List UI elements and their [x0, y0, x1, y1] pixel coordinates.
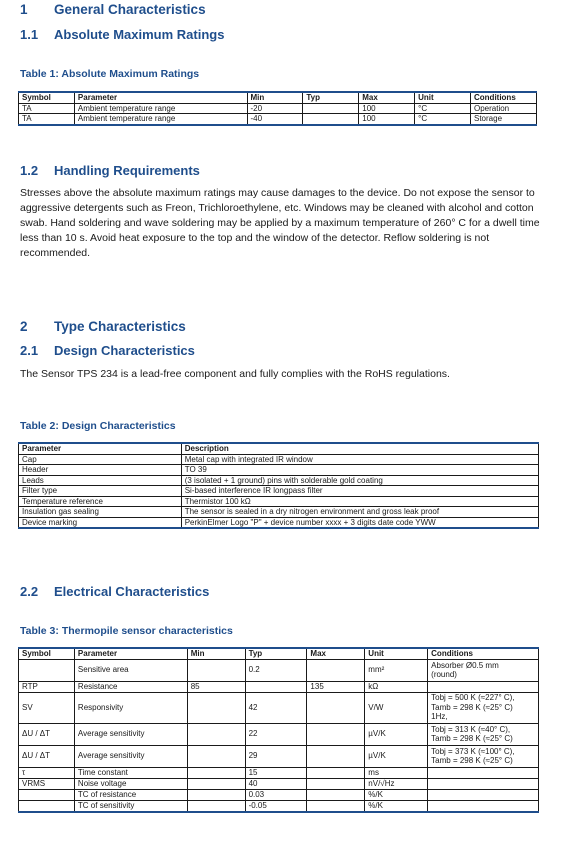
table-cell — [307, 767, 365, 778]
table-row — [19, 789, 539, 800]
table-cell: °C — [415, 103, 471, 114]
table-cell — [307, 723, 365, 745]
table-cell: The sensor is sealed in a dry nitrogen environment and gross leak proof — [181, 507, 538, 518]
table-cell: Thermistor 100 kΩ — [181, 496, 538, 507]
conditions-cell — [428, 659, 539, 681]
table-header-cell: Symbol — [19, 92, 75, 103]
table-cell — [187, 778, 245, 789]
table-row — [19, 767, 539, 778]
conditions-line: Absorber Ø0.5 mm — [431, 660, 499, 670]
table-header-cell: Conditions — [428, 648, 539, 659]
table-cell: 100 — [359, 114, 415, 125]
design-paragraph: The Sensor TPS 234 is a lead-free component and fully complies with the RoHS regulations. — [20, 368, 450, 380]
section-title: Electrical Characteristics — [54, 584, 210, 599]
table-cell: Ambient temperature range — [74, 103, 247, 114]
table-cell: Average sensitivity — [74, 723, 187, 745]
table-cell: µV/K — [365, 723, 428, 745]
table-cell — [245, 681, 307, 692]
conditions-cell — [428, 723, 539, 745]
table-cell: Operation — [471, 103, 537, 114]
table-cell: VRMS — [19, 778, 75, 789]
table-row — [19, 465, 539, 476]
section-title: Handling Requirements — [54, 163, 200, 178]
table-header-cell: Min — [247, 92, 303, 103]
table-cell — [187, 800, 245, 812]
table-row — [19, 745, 539, 767]
table-1-caption: Table 1: Absolute Maximum Ratings — [20, 68, 200, 80]
conditions-cell — [428, 800, 539, 812]
table-header-row — [19, 443, 539, 454]
conditions-line: Tamb = 298 K (≈25° C) — [431, 702, 513, 712]
table-row — [19, 507, 539, 518]
section-1-1-heading — [20, 27, 224, 42]
table-cell: 29 — [245, 745, 307, 767]
table-cell: 22 — [245, 723, 307, 745]
conditions-cell — [428, 692, 539, 723]
table-cell: 15 — [245, 767, 307, 778]
table-cell: -40 — [247, 114, 303, 125]
section-number: 2 — [20, 319, 28, 334]
table-cell — [307, 800, 365, 812]
table-header-cell: Conditions — [471, 92, 537, 103]
table-cell — [307, 778, 365, 789]
table-cell: Insulation gas sealing — [19, 507, 182, 518]
table-cell — [187, 723, 245, 745]
conditions-line: Tobj = 500 K (≈227° C), — [431, 693, 515, 703]
section-2-1-heading — [20, 343, 195, 358]
table-row — [19, 659, 539, 681]
table-cell: °C — [415, 114, 471, 125]
table-cell: Ambient temperature range — [74, 114, 247, 125]
table-thermopile-characteristics — [18, 647, 539, 813]
table-cell: ms — [365, 767, 428, 778]
table-cell: PerkinElmer Logo "P" + device number xxxx + 3 digits date code YWW — [181, 517, 538, 528]
table-cell: %/K — [365, 789, 428, 800]
table-header-cell: Parameter — [19, 443, 182, 454]
conditions-line: (round) — [431, 670, 457, 679]
table-cell — [187, 789, 245, 800]
section-number: 1.2 — [20, 163, 39, 178]
conditions-cell — [428, 789, 539, 800]
table-cell — [19, 659, 75, 681]
section-number: 2.1 — [20, 343, 39, 358]
table-cell: TO 39 — [181, 465, 538, 476]
section-1-2-heading — [20, 163, 200, 178]
table-header-row — [19, 92, 537, 103]
table-cell — [19, 789, 75, 800]
table-header-cell: Max — [359, 92, 415, 103]
table-cell: Leads — [19, 475, 182, 486]
section-2-2-heading — [20, 584, 209, 599]
section-1-heading — [20, 2, 206, 17]
conditions-line: Tamb = 298 K (≈25° C) — [431, 756, 513, 765]
table-cell: ΔU / ΔT — [19, 745, 75, 767]
table-cell: µV/K — [365, 745, 428, 767]
section-number: 1 — [20, 2, 28, 17]
table-cell: Header — [19, 465, 182, 476]
conditions-cell — [428, 767, 539, 778]
table-header-cell: Parameter — [74, 648, 187, 659]
table-cell: Responsivity — [74, 692, 187, 723]
table-row — [19, 800, 539, 812]
table-cell: TC of sensitivity — [74, 800, 187, 812]
table-header-cell: Symbol — [19, 648, 75, 659]
section-number: 2.2 — [20, 584, 39, 599]
table-row — [19, 454, 539, 465]
table-cell: Noise voltage — [74, 778, 187, 789]
table-cell: TA — [19, 114, 75, 125]
table-cell — [307, 659, 365, 681]
table-cell: 0.2 — [245, 659, 307, 681]
table-cell — [303, 103, 359, 114]
table-row — [19, 692, 539, 723]
conditions-cell — [428, 778, 539, 789]
table-row — [19, 114, 537, 125]
table-header-cell: Min — [187, 648, 245, 659]
table-cell: Average sensitivity — [74, 745, 187, 767]
table-cell: -20 — [247, 103, 303, 114]
table-cell: V/W — [365, 692, 428, 723]
table-cell: 100 — [359, 103, 415, 114]
table-cell: kΩ — [365, 681, 428, 692]
table-cell: TA — [19, 103, 75, 114]
table-cell: Time constant — [74, 767, 187, 778]
table-2-caption: Table 2: Design Characteristics — [20, 420, 176, 432]
section-title: Type Characteristics — [54, 319, 186, 334]
table-cell: Si-based interference IR longpass filter — [181, 486, 538, 497]
table-cell — [187, 745, 245, 767]
table-cell — [187, 767, 245, 778]
table-row — [19, 723, 539, 745]
table-cell — [307, 692, 365, 723]
table-header-cell: Description — [181, 443, 538, 454]
section-2-heading — [20, 319, 186, 334]
table-cell: 40 — [245, 778, 307, 789]
table-cell — [187, 659, 245, 681]
table-cell: SV — [19, 692, 75, 723]
table-header-cell: Max — [307, 648, 365, 659]
table-row — [19, 475, 539, 486]
table-3-caption: Table 3: Thermopile sensor characteristics — [20, 625, 233, 637]
table-cell: nV/√Hz — [365, 778, 428, 789]
table-absolute-max-ratings — [18, 91, 537, 126]
table-header-cell: Typ — [245, 648, 307, 659]
table-cell: TC of resistance — [74, 789, 187, 800]
table-cell: (3 isolated + 1 ground) pins with solderable gold coating — [181, 475, 538, 486]
table-cell: Metal cap with integrated IR window — [181, 454, 538, 465]
section-number: 1.1 — [20, 27, 39, 42]
conditions-line: 1Hz, — [431, 712, 448, 722]
section-title: Absolute Maximum Ratings — [54, 27, 225, 42]
table-header-cell: Parameter — [74, 92, 247, 103]
table-row — [19, 103, 537, 114]
table-cell: 0.03 — [245, 789, 307, 800]
table-header-cell: Unit — [415, 92, 471, 103]
table-cell — [303, 114, 359, 125]
table-cell: Temperature reference — [19, 496, 182, 507]
table-cell: %/K — [365, 800, 428, 812]
table-cell: -0.05 — [245, 800, 307, 812]
table-cell: Cap — [19, 454, 182, 465]
table-cell: RTP — [19, 681, 75, 692]
table-cell: ΔU / ΔT — [19, 723, 75, 745]
table-cell — [19, 800, 75, 812]
table-cell: Storage — [471, 114, 537, 125]
conditions-line: Tobj = 313 K (≈40° C), — [431, 724, 511, 734]
table-row — [19, 486, 539, 497]
table-header-cell: Typ — [303, 92, 359, 103]
table-cell: Device marking — [19, 517, 182, 528]
table-row — [19, 778, 539, 789]
handling-paragraph: Stresses above the absolute maximum ratings may cause damages to the device. Do not expose the sensor to aggressive detergents such as Freon, Trichloroethylene, etc. Windows may be cleaned with alcohol and cotton swab. Hand soldering and wave soldering may be applied by a maximum temperature of 260° C for a dwell time less than 10 s. Avoid heat exposure to the top and the window of the detector. Reflow soldering is not recommended. — [20, 187, 540, 259]
section-title: General Characteristics — [54, 2, 206, 17]
table-row — [19, 517, 539, 528]
conditions-line: Tobj = 373 K (≈100° C), — [431, 746, 515, 756]
table-row — [19, 496, 539, 507]
table-header-cell: Unit — [365, 648, 428, 659]
table-design-characteristics — [18, 442, 539, 529]
conditions-line: Tamb = 298 K (≈25° C) — [431, 734, 513, 743]
table-cell: mm² — [365, 659, 428, 681]
table-cell: 85 — [187, 681, 245, 692]
table-cell: Resistance — [74, 681, 187, 692]
table-cell: 135 — [307, 681, 365, 692]
table-cell: Filter type — [19, 486, 182, 497]
table-cell: τ — [19, 767, 75, 778]
table-cell: Sensitive area — [74, 659, 187, 681]
table-row — [19, 681, 539, 692]
table-cell — [307, 789, 365, 800]
table-cell — [307, 745, 365, 767]
table-cell: 42 — [245, 692, 307, 723]
conditions-cell — [428, 681, 539, 692]
table-header-row — [19, 648, 539, 659]
section-title: Design Characteristics — [54, 343, 195, 358]
table-cell — [187, 692, 245, 723]
conditions-cell — [428, 745, 539, 767]
